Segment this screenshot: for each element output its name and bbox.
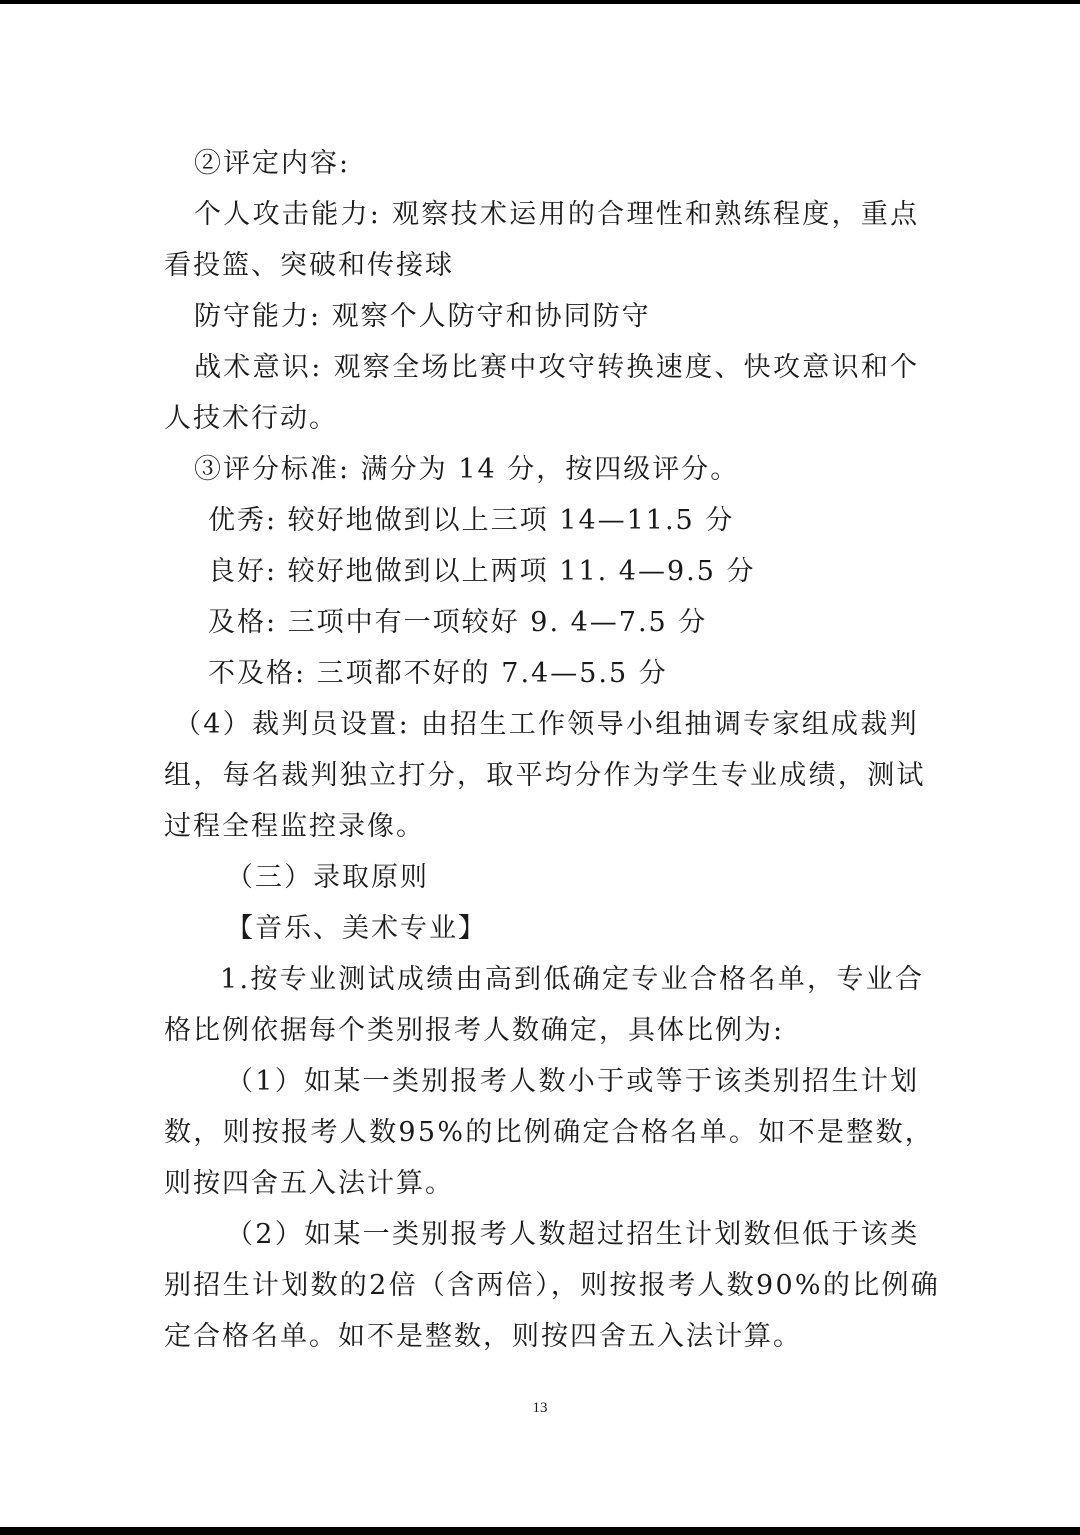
text-line: 1.按专业测试成绩由高到低确定专业合格名单，专业合	[220, 964, 925, 995]
section-heading: （三）录取原则	[226, 862, 429, 893]
text-line: 别招生计划数的2倍（含两倍），则按报考人数90%的比例确	[164, 1270, 941, 1301]
text-line: （2）如某一类别报考人数超过招生计划数但低于该类	[226, 1219, 920, 1250]
text-line: 良好: 较好地做到以上两项 11. 4—9.5 分	[208, 556, 756, 587]
text-line: 防守能力: 观察个人防守和协同防守	[194, 301, 651, 332]
text-line: ③评分标准: 满分为 14 分，按四级评分。	[194, 454, 740, 485]
text-line: 战术意识: 观察全场比赛中攻守转换速度、快攻意识和个	[194, 352, 920, 383]
section-heading: 【音乐、美术专业】	[226, 913, 487, 944]
text-line: ②评定内容:	[194, 148, 351, 179]
text-line: 优秀: 较好地做到以上三项 14—11.5 分	[208, 505, 735, 536]
text-line: 看投篮、突破和传接球	[164, 250, 454, 281]
page-number: 13	[532, 1400, 548, 1416]
text-line: 及格: 三项中有一项较好 9. 4—7.5 分	[208, 607, 708, 638]
text-line: 定合格名单。如不是整数，则按四舍五入法计算。	[164, 1321, 802, 1352]
top-border	[0, 0, 1080, 4]
text-line: 个人攻击能力: 观察技术运用的合理性和熟练程度，重点	[194, 199, 920, 230]
text-line: （1）如某一类别报考人数小于或等于该类别招生计划	[226, 1066, 920, 1097]
text-line: 数，则按报考人数95%的比例确定合格名单。如不是整数，	[164, 1117, 935, 1148]
text-line: 过程全程监控录像。	[164, 811, 425, 842]
document-body	[164, 138, 941, 1362]
text-line: （4）裁判员设置: 由招生工作领导小组抽调专家组成裁判	[174, 709, 919, 740]
text-line: 不及格: 三项都不好的 7.4—5.5 分	[208, 658, 668, 689]
bottom-border	[0, 1527, 1080, 1535]
text-line: 组，每名裁判独立打分，取平均分作为学生专业成绩，测试	[164, 760, 926, 791]
text-line: 格比例依据每个类别报考人数确定，具体比例为:	[164, 1015, 785, 1046]
text-line: 则按四舍五入法计算。	[164, 1168, 454, 1199]
text-line: 人技术行动。	[164, 403, 338, 434]
